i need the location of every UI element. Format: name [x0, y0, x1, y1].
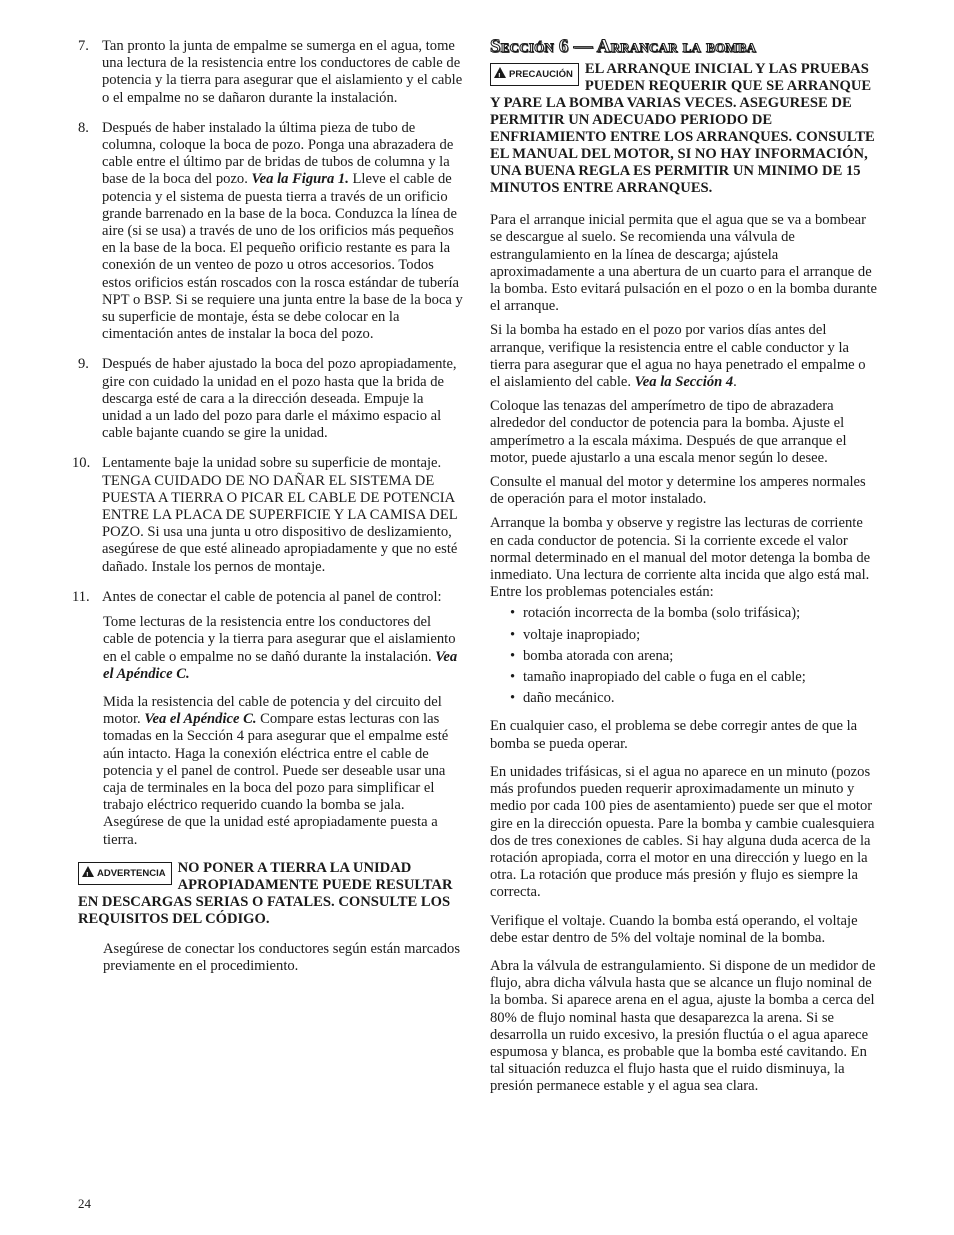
step-8 — [78, 120, 464, 344]
figure-reference: Vea la Figura 1. — [251, 171, 349, 188]
paragraph: Abra la válvula de estrangulamiento. Si dispone de un medidor de flujo, abra dicha válvula hasta que se alcance un flujo nominal de la bomba. Si aparece arena en el agua, ajuste la bomba a cerca del 80% de flujo nominal hasta que desaparezca la arena. Si se desarrolla un ruido excesivo, la presión fluctúa o el agua aparece espumosa y blanca, es probable que la bomba esté cavitando. En tal situación reduzca el flujo hasta que el ruido disminuya, la presión permanece estable y el agua sea clara. — [490, 957, 876, 1095]
paragraph: Coloque las tenazas del amperímetro de tipo de abrazadera alrededor del conductor de potencia para la bomba. Ajuste el amperímetro a la escala máxima. Después de que arranque el motor, puede ajustarlo a una escala menor según lo desee. — [490, 398, 847, 466]
step-11-paragraph-2: Mida la resistencia del cable de potencia y del circuito del motor. Vea el Apéndice C. Compare estas lecturas con las tomadas en la Sección 4 para asegurar que el empalme esté aún intacto. Haga la conexión eléctrica entre el cable de potencia y el panel de control. Puede ser deseable usar una caja de terminales en la boca del pozo para simplificar el trabajo eléctrico requerido cuando la bomba se jala. Asegúrese de que la unidad esté apropiadamente puesta a tierra. — [103, 693, 449, 848]
step-9 — [78, 356, 464, 442]
list-item: • voltaje inapropiado; — [523, 627, 878, 644]
list-item: • tamaño inapropiado del cable o fuga en el cable; — [523, 669, 878, 686]
step-11 — [72, 588, 464, 606]
list-item: • rotación incorrecta de la bomba (solo trifásica); — [523, 605, 878, 622]
paragraph: Verifique el voltaje. Cuando la bomba está operando, el voltaje debe estar dentro de 5% del voltaje nominal de la bomba. — [490, 912, 858, 946]
paragraph: En cualquier caso, el problema se debe corregir antes de que la bomba se pueda operar. — [490, 718, 858, 752]
page-number: 24 — [78, 1196, 91, 1211]
step-number: 7. — [78, 38, 89, 54]
step-11-paragraph-1: Tome lecturas de la resistencia entre los conductores del cable de potencia y la tierra para asegurar que el aislamiento en el cable o empalme no se dañó durante la instalación. Vea el Apéndice C. — [103, 614, 458, 682]
paragraph: Si la bomba ha estado en el pozo por varios días antes del arranque, verifique la resistencia entre el cable conductor y la tierra para asegurar que el agua no haya penetrado el empalme o el aislamiento del cable. Vea la Sección 4. — [490, 322, 866, 391]
right-column — [490, 38, 878, 1103]
warning-notice — [78, 860, 464, 928]
step-number: 9. — [78, 356, 89, 373]
step-10 — [72, 455, 464, 575]
appendix-reference: Vea el Apéndice C. — [103, 648, 458, 682]
step-number: 11. — [72, 588, 90, 605]
caution-notice — [490, 61, 878, 197]
list-item: • daño mecánico. — [523, 690, 878, 707]
problem-list — [490, 605, 878, 707]
paragraph: Para el arranque inicial permita que el agua que se va a bombear se descargue al suelo. Se recomienda una válvula de estrangulamiento en la línea de descarga; ajústela aproximadamente a una abertura de un cuarto para el arranque de la bomba. Esto evitará pulsación en el pozo o en la bomba durante el arranque. — [490, 212, 878, 315]
caution-badge: !PRECAUCIÓN — [490, 63, 579, 86]
caution-text: EL ARRANQUE INICIAL Y LAS PRUEBAS PUEDEN REQUERIR QUE SE ARRANQUE Y PARE LA BOMBA VARIAS VECES. ASEGURESE DE PERMITIR UN ADECUADO PERIODO DE ENFRIAMIENTO ENTRE LOS ARRANQUES. CONSULTE EL MANUAL DEL MOTOR, SI NO HAY INFORMACIÓN, UNA BUENA REGLA ES PERMITIR UN MINIMO DE 15 MINUTOS ENTRE ARRANQUES. — [490, 61, 875, 197]
warning-text: NO PONER A TIERRA LA UNIDAD APROPIADAMENTE PUEDE RESULTAR EN DESCARGAS SERIAS O FATALES. CONSULTE LOS REQUISITOS DEL CÓDIGO. — [78, 859, 453, 927]
step-text: Lentamente baje la unidad sobre su superficie de montaje. TENGA CUIDADO DE NO DAÑAR EL SISTEMA DE PUESTA A TIERRA O PICAR EL CABLE DE POTENCIA ENTRE LA PLACA DE SUPERFICIE Y LA CAMISA DEL POZO. Si usa una junta u otro dispositivo de deslizamiento, asegúrese de que esté alineado apropiadamente y que no esté dañado. Instale los pernos de montaje. — [102, 455, 458, 575]
section-title: Sección 6 — Arrancar la bomba — [490, 36, 757, 57]
warning-triangle-icon — [494, 67, 506, 78]
list-item: • bomba atorada con arena; — [523, 648, 878, 665]
left-column — [72, 38, 464, 986]
step-number: 8. — [78, 119, 89, 136]
appendix-reference: Vea el Apéndice C. — [144, 711, 257, 728]
step-text: Tan pronto la junta de empalme se sumerga en el agua, tome una lectura de la resistencia entre los conductores de cable de potencia y la tierra para asegurar que el aislamiento y el cable o el empalme no se dañaron durante la instalación. — [102, 38, 463, 106]
section-reference: Vea la Sección 4 — [634, 374, 734, 391]
paragraph: En unidades trifásicas, si el agua no aparece en un minuto (pozos más profundos pueden requerir aproximadamente un minuto y medio por cada 100 pies de asentamiento) puede ser que el motor gire en la dirección opuesta. Pare la bomba y cambie cualesquiera dos de tres conexiones de cables. Si hay alguna duda acerca de la rotación apropiada, corra el motor en una dirección y luego en la otra. La rotación que produce más presión y flujo es siempre la correcta. — [490, 763, 875, 901]
step-7 — [78, 38, 464, 107]
warning-badge: !ADVERTENCIA — [78, 862, 172, 885]
warning-triangle-icon — [82, 866, 94, 877]
paragraph: Consulte el manual del motor y determine los amperes normales de operación para el motor instalado. — [490, 474, 866, 508]
paragraph: Arranque la bomba y observe y registre las lecturas de corriente en cada conductor de potencia. Si la corriente excede el valor normal determinado en el manual del motor detenga la bomba de inmediato. Una lectura de corriente alta incida que algo está mal. Entre los problemas potenciales están: — [490, 515, 871, 601]
step-text: Antes de conectar el cable de potencia al panel de control: — [102, 588, 442, 605]
step-text: Después de haber instalado la última pieza de tubo de columna, coloque la boca de pozo. Ponga una abrazadera de cable entre el último par de bridas de tubos de columna y la base de la boca del pozo. Vea la Figura 1. Lleve el cable de potencia y el sistema de puesta tierra a través de un orificio grande barrenado en la base de la boca. Conduzca la línea de aire (si se usa) a través de uno de los orificios más pequeños en la base de la boca. El pequeño orificio restante es para la conexión de un venteo de pozo u otros accesorios. Todos estos orificios están roscados con la rosca estándar de tubería NPT o BSP. Si se requiere una junta entre la base de la boca y su superficie de montaje, ésta se debe colocar en la cimentación antes de instalar la boca del pozo. — [102, 119, 463, 343]
step-number: 10. — [72, 455, 91, 472]
step-text: Después de haber ajustado la boca del pozo apropiadamente, gire con cuidado la unidad en el pozo hasta que la brida de descarga esté de cara a la dirección deseada. Empuje la unidad a un lado del pozo para darle el máximo espacio al cable bajante cuando se gire la unidad. — [102, 356, 457, 442]
closing-text: Asegúrese de conectar los conductores según están marcados previamente en el procedimiento. — [103, 940, 461, 974]
